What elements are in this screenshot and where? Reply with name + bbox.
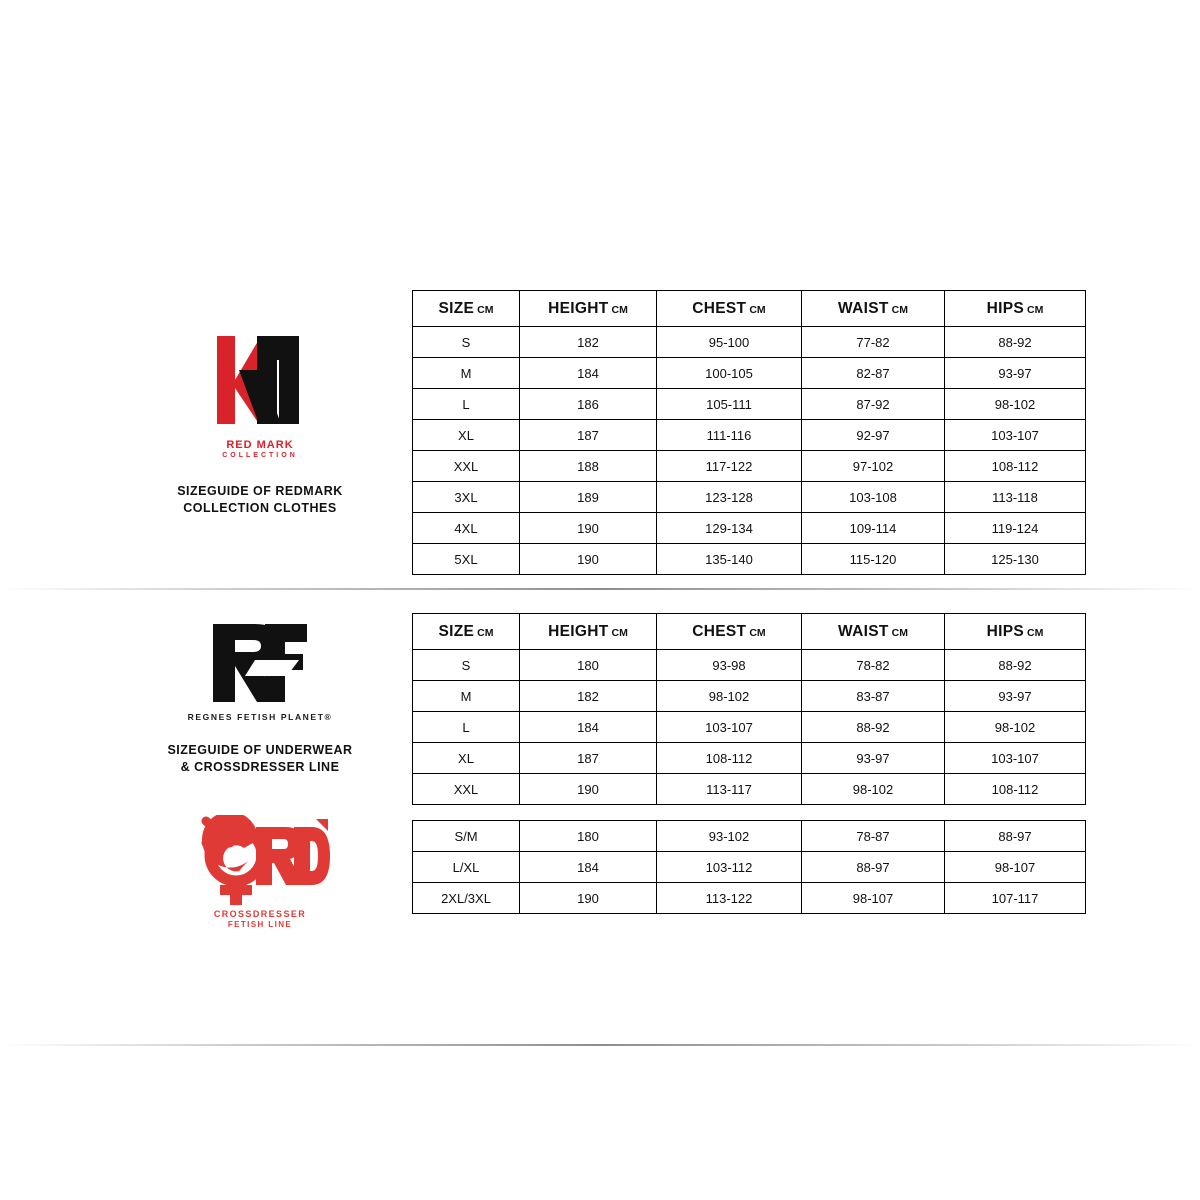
cell-chest: 93-102	[657, 821, 802, 852]
cell-waist: 82-87	[802, 358, 945, 389]
cell-size: L/XL	[413, 852, 520, 883]
cell-size: XL	[413, 420, 520, 451]
cell-size: M	[413, 681, 520, 712]
cell-chest: 95-100	[657, 327, 802, 358]
cell-hips: 88-92	[945, 327, 1086, 358]
column-header-label: HIPS	[986, 622, 1025, 640]
cell-chest: 103-112	[657, 852, 802, 883]
cell-chest: 105-111	[657, 389, 802, 420]
cell-hips: 103-107	[945, 420, 1086, 451]
column-header-label: HEIGHT	[548, 299, 609, 317]
cell-size: S	[413, 327, 520, 358]
cell-waist: 78-87	[802, 821, 945, 852]
cell-size: S	[413, 650, 520, 681]
column-header-hips	[945, 291, 1086, 327]
cell-chest: 113-122	[657, 883, 802, 914]
cell-size: XL	[413, 743, 520, 774]
cell-chest: 111-116	[657, 420, 802, 451]
column-header-label: HIPS	[986, 299, 1025, 317]
column-header-chest	[657, 614, 802, 650]
cell-waist: 109-114	[802, 513, 945, 544]
cell-hips: 93-97	[945, 358, 1086, 389]
cell-hips: 98-102	[945, 389, 1086, 420]
column-header-height	[520, 614, 657, 650]
cell-height: 188	[520, 451, 657, 482]
cell-chest: 123-128	[657, 482, 802, 513]
cell-size: S/M	[413, 821, 520, 852]
size-table-crossdresser	[412, 820, 1086, 914]
cell-chest: 103-107	[657, 712, 802, 743]
cell-hips: 88-97	[945, 821, 1086, 852]
cell-height: 180	[520, 650, 657, 681]
cell-height: 187	[520, 420, 657, 451]
brand-block-rfp	[110, 620, 410, 776]
cell-hips: 98-107	[945, 852, 1086, 883]
cell-waist: 92-97	[802, 420, 945, 451]
column-header-size	[413, 614, 520, 650]
redmark-logo-name: RED MARK	[226, 439, 294, 451]
crossdresser-crd-venus-mars-icon	[190, 815, 330, 907]
table-row	[413, 712, 1086, 743]
column-header-label: WAIST	[838, 622, 889, 640]
column-header-label: HEIGHT	[548, 622, 609, 640]
cell-height: 190	[520, 544, 657, 575]
table-row	[413, 821, 1086, 852]
table-row	[413, 513, 1086, 544]
brand-block-crd	[110, 815, 410, 929]
cell-chest: 135-140	[657, 544, 802, 575]
cell-size: XXL	[413, 774, 520, 805]
cell-size: M	[413, 358, 520, 389]
cell-chest: 108-112	[657, 743, 802, 774]
redmark-caption-line-2: COLLECTION CLOTHES	[183, 501, 337, 515]
redmark-logo-subtitle: COLLECTION	[222, 452, 298, 459]
cell-size: 3XL	[413, 482, 520, 513]
cell-height: 182	[520, 681, 657, 712]
cell-height: 189	[520, 482, 657, 513]
column-header-height	[520, 291, 657, 327]
column-header-unit: CM	[477, 626, 494, 639]
cell-waist: 98-102	[802, 774, 945, 805]
redmark-caption-line-1: SIZEGUIDE OF REDMARK	[177, 484, 343, 498]
cell-waist: 97-102	[802, 451, 945, 482]
cell-waist: 115-120	[802, 544, 945, 575]
section-divider-top	[0, 588, 1200, 590]
cell-hips: 103-107	[945, 743, 1086, 774]
column-header-unit: CM	[891, 626, 908, 639]
cell-chest: 93-98	[657, 650, 802, 681]
table-row	[413, 544, 1086, 575]
crd-logo-name: CROSSDRESSER	[213, 909, 307, 919]
cell-waist: 98-107	[802, 883, 945, 914]
column-header-unit: CM	[1027, 626, 1044, 639]
cell-hips: 119-124	[945, 513, 1086, 544]
cell-waist: 87-92	[802, 389, 945, 420]
cell-size: 5XL	[413, 544, 520, 575]
cell-hips: 107-117	[945, 883, 1086, 914]
cell-chest: 98-102	[657, 681, 802, 712]
column-header-chest	[657, 291, 802, 327]
size-table-rfp	[412, 613, 1086, 805]
redmark-rm-monogram-icon	[195, 330, 325, 435]
cell-chest: 100-105	[657, 358, 802, 389]
rfp-caption-line-2: & CROSSDRESSER LINE	[180, 760, 340, 774]
column-header-unit: CM	[749, 303, 766, 316]
rfp-caption-line-1: SIZEGUIDE OF UNDERWEAR	[167, 743, 353, 757]
column-header-label: CHEST	[692, 622, 747, 640]
column-header-unit: CM	[611, 626, 628, 639]
column-header-size	[413, 291, 520, 327]
table-row	[413, 451, 1086, 482]
section-divider-bottom	[0, 1044, 1200, 1046]
cell-hips: 88-92	[945, 650, 1086, 681]
cell-height: 184	[520, 712, 657, 743]
column-header-label: CHEST	[692, 299, 747, 317]
cell-chest: 117-122	[657, 451, 802, 482]
table-header-row	[413, 291, 1086, 327]
table-row	[413, 420, 1086, 451]
table-row	[413, 482, 1086, 513]
cell-height: 186	[520, 389, 657, 420]
cell-height: 190	[520, 883, 657, 914]
cell-size: L	[413, 712, 520, 743]
brand-block-redmark	[110, 330, 410, 517]
cell-waist: 93-97	[802, 743, 945, 774]
cell-height: 187	[520, 743, 657, 774]
cell-waist: 78-82	[802, 650, 945, 681]
cell-waist: 77-82	[802, 327, 945, 358]
cell-hips: 108-112	[945, 451, 1086, 482]
cell-height: 190	[520, 774, 657, 805]
cell-height: 182	[520, 327, 657, 358]
cell-size: 2XL/3XL	[413, 883, 520, 914]
table-row	[413, 681, 1086, 712]
column-header-unit: CM	[1027, 303, 1044, 316]
cell-size: XXL	[413, 451, 520, 482]
column-header-unit: CM	[749, 626, 766, 639]
cell-hips: 93-97	[945, 681, 1086, 712]
column-header-label: SIZE	[438, 622, 475, 640]
column-header-waist	[802, 291, 945, 327]
cell-hips: 125-130	[945, 544, 1086, 575]
column-header-unit: CM	[611, 303, 628, 316]
cell-chest: 113-117	[657, 774, 802, 805]
regnes-fetish-planet-rp-monogram-icon	[195, 620, 325, 706]
cell-hips: 98-102	[945, 712, 1086, 743]
column-header-unit: CM	[477, 303, 494, 316]
cell-height: 184	[520, 852, 657, 883]
column-header-label: SIZE	[438, 299, 475, 317]
column-header-hips	[945, 614, 1086, 650]
column-header-waist	[802, 614, 945, 650]
table-header-row	[413, 614, 1086, 650]
crd-logo-subtitle: FETISH LINE	[227, 920, 293, 929]
cell-size: L	[413, 389, 520, 420]
rfp-logo-name: REGNES FETISH PLANET®	[187, 712, 333, 722]
cell-hips: 108-112	[945, 774, 1086, 805]
cell-waist: 83-87	[802, 681, 945, 712]
cell-hips: 113-118	[945, 482, 1086, 513]
cell-size: 4XL	[413, 513, 520, 544]
column-header-label: WAIST	[838, 299, 889, 317]
table-row	[413, 327, 1086, 358]
size-table-redmark	[412, 290, 1086, 575]
cell-height: 180	[520, 821, 657, 852]
column-header-unit: CM	[891, 303, 908, 316]
table-row	[413, 650, 1086, 681]
cell-waist: 88-97	[802, 852, 945, 883]
table-row	[413, 774, 1086, 805]
table-row	[413, 852, 1086, 883]
cell-height: 184	[520, 358, 657, 389]
table-row	[413, 743, 1086, 774]
table-row	[413, 389, 1086, 420]
cell-waist: 88-92	[802, 712, 945, 743]
cell-chest: 129-134	[657, 513, 802, 544]
cell-height: 190	[520, 513, 657, 544]
table-row	[413, 358, 1086, 389]
table-row	[413, 883, 1086, 914]
cell-waist: 103-108	[802, 482, 945, 513]
